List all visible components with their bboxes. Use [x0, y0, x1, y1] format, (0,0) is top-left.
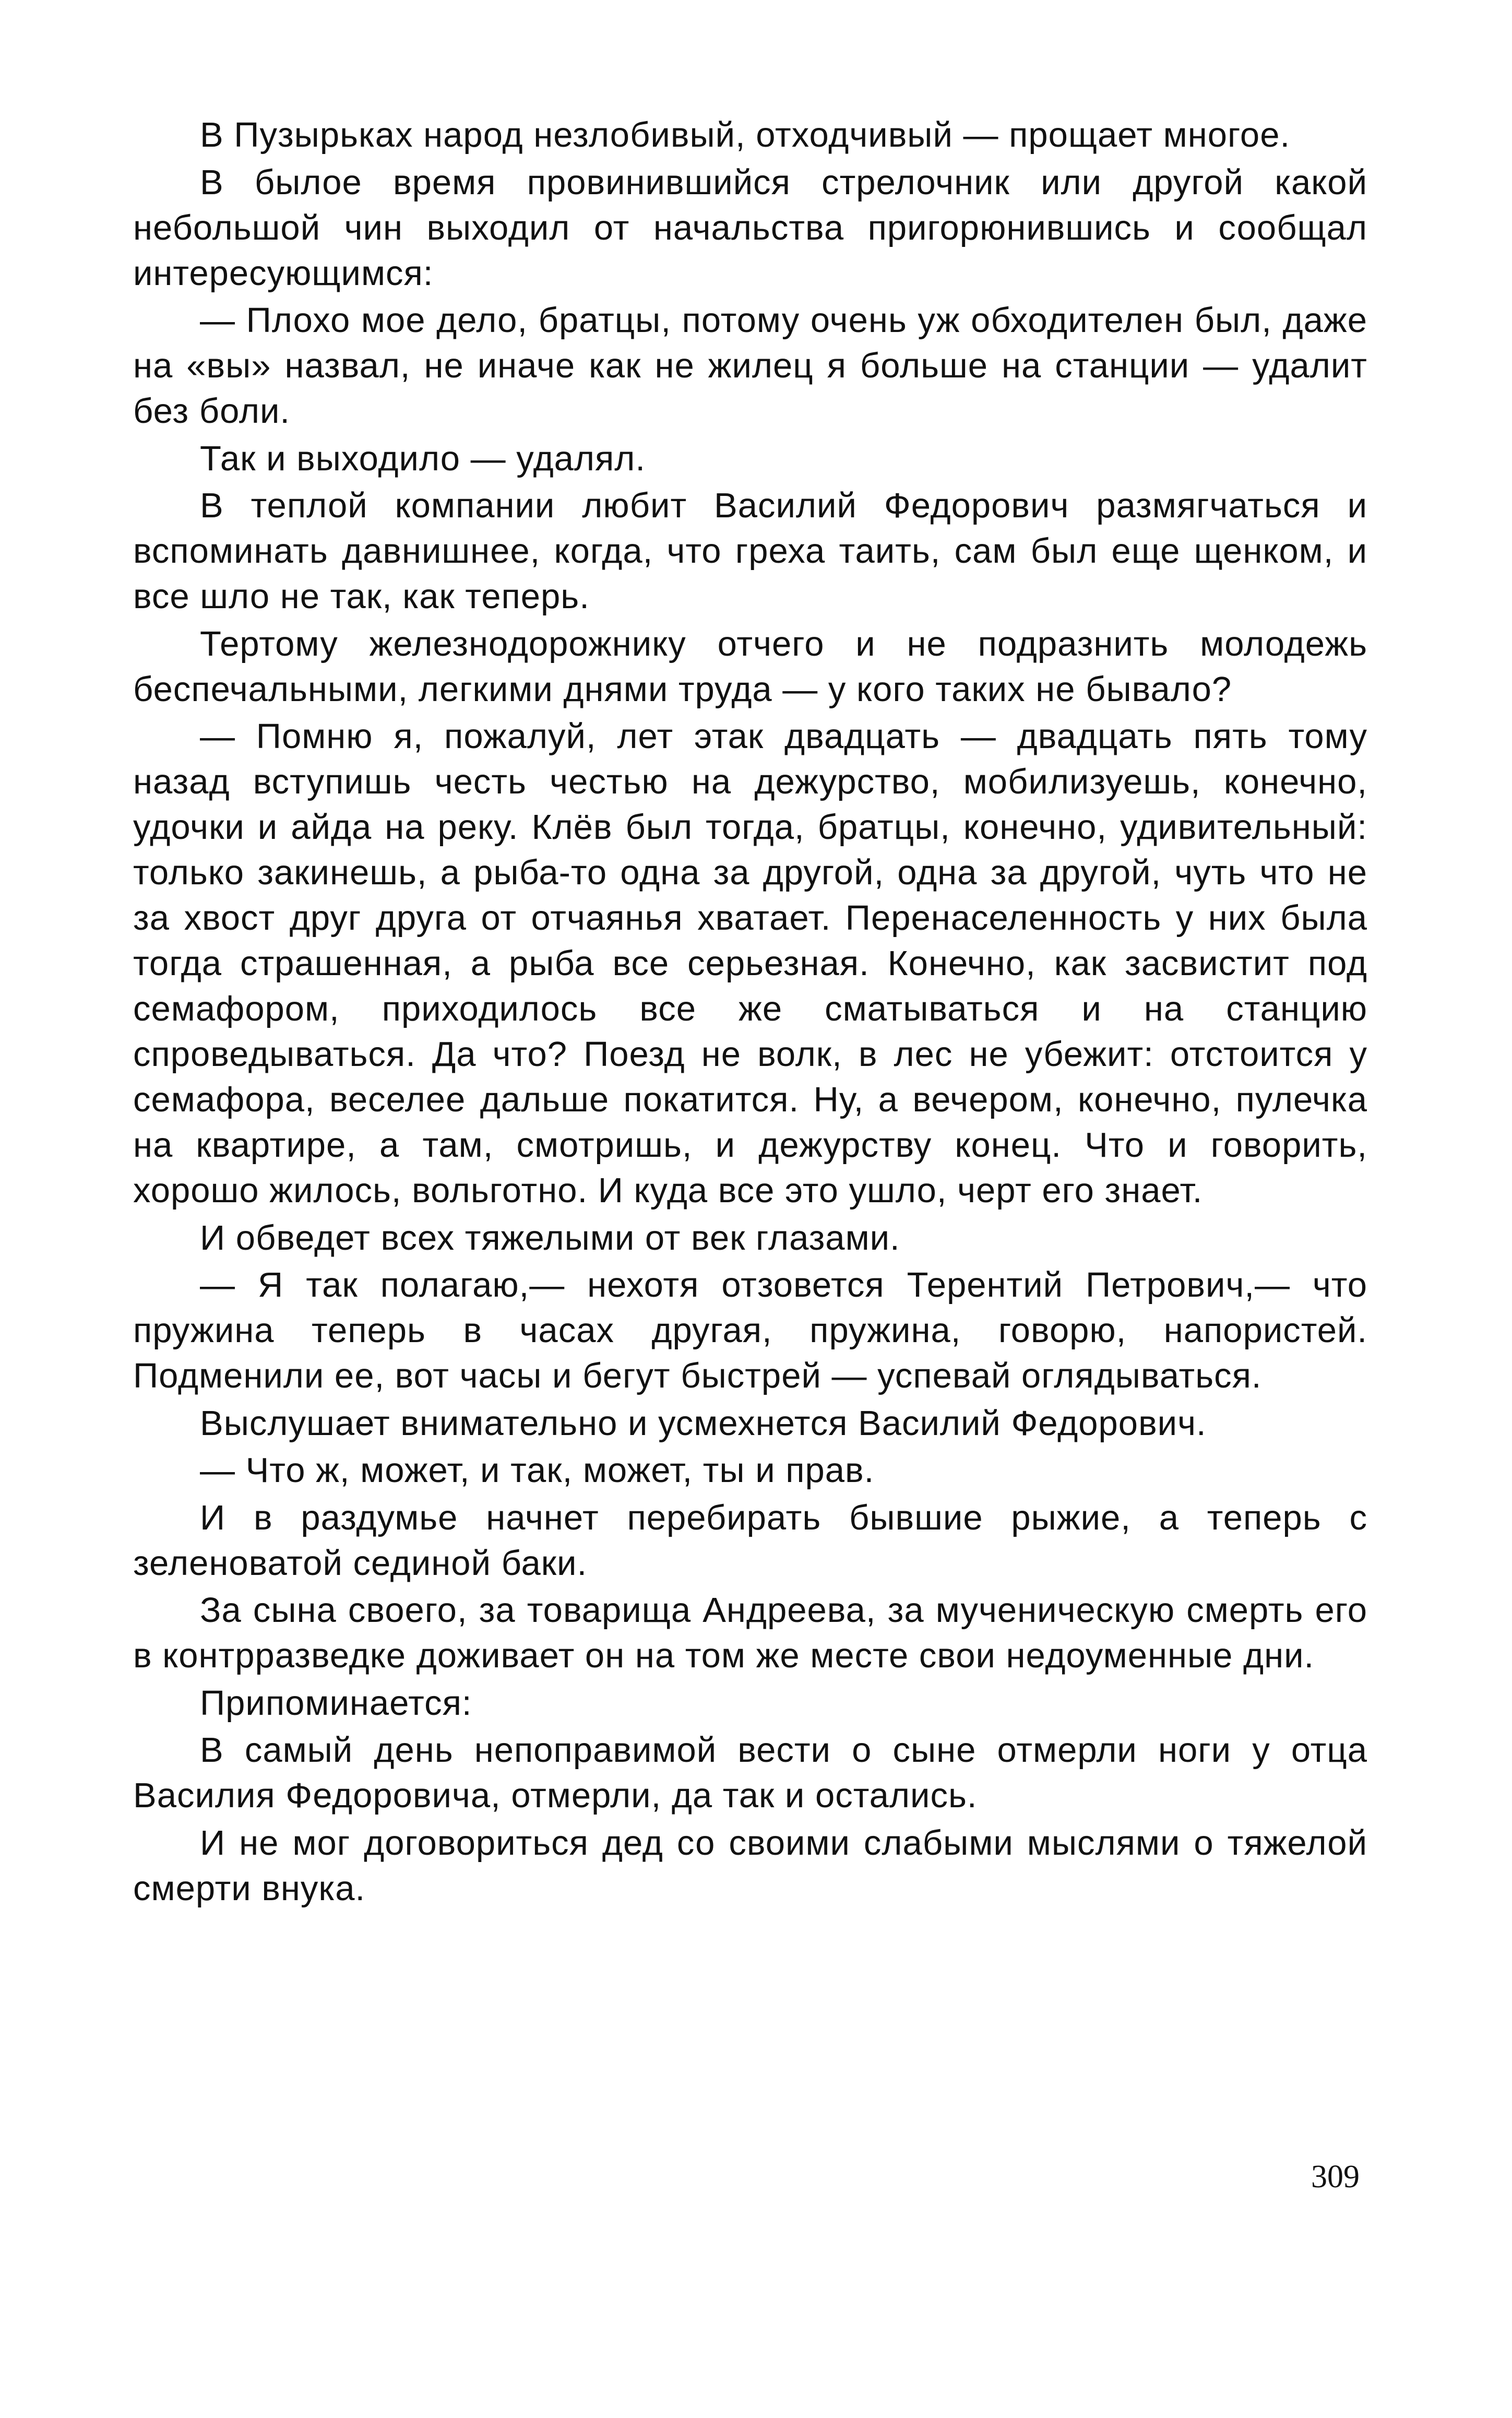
paragraph: — Помню я, пожалуй, лет этак двадцать — двадцать пять тому назад вступишь честь честью на дежурство, мобилизуешь, конечно, удочки и айда на реку. Клёв был тогда, братцы, конечно, удивительный: только закинешь, а рыба-то одна за другой, одна за другой, чуть что не за хвост друг друга от отчаянья хватает. Перенаселенность у них была тогда страшенная, а рыба все серьезная. Конечно, как засвистит под семафором, приходилось все же сматываться и на станцию спроведываться. Да что? Поезд не волк, в лес не убежит: отстоится у семафора, веселее дальше покатится. Ну, а вечером, конечно, пулечка на квартире, а там, смотришь, и дежурству конец. Что и говорить, хорошо жилось, вольготно. И куда все это ушло, черт его знает.: [133, 717, 1367, 1210]
paragraph: В Пузырьках народ незлобивый, отходчивый — прощает многое.: [200, 115, 1291, 155]
paragraph: Выслушает внимательно и усмехнется Василий Федорович.: [200, 1403, 1207, 1443]
paragraph: И обведет всех тяжелыми от век глазами.: [200, 1218, 900, 1258]
paragraph: Так и выходило — удалял.: [200, 438, 646, 478]
page-number: 309: [1311, 2159, 1360, 2195]
paragraph: И не мог договориться дед со своими слабыми мыслями о тяжелой смерти внука.: [133, 1823, 1367, 1908]
paragraph: — Я так полагаю,— нехотя отзовется Терентий Петрович,— что пружина теперь в часах другая, пружина, говорю, напористей. Подменили ее, вот часы и бегут быстрей — успевай оглядываться.: [133, 1265, 1367, 1395]
body-text: [133, 112, 1367, 1913]
paragraph: В былое время провинившийся стрелочник или другой какой небольшой чин выходил от начальства пригорюнившись и сообщал интересующимся:: [133, 162, 1367, 293]
paragraph: Тертому железнодорожнику отчего и не подразнить молодежь беспечальными, легкими днями труда — у кого таких не бывало?: [133, 624, 1367, 709]
paragraph: И в раздумье начнет перебирать бывшие рыжие, а теперь с зеленоватой сединой баки.: [133, 1498, 1367, 1583]
paragraph: В теплой компании любит Василий Федорович размягчаться и вспоминать давнишнее, когда, что греха таить, сам был еще щенком, и все шло не так, как теперь.: [133, 486, 1367, 616]
paragraph: — Плохо мое дело, братцы, потому очень уж обходителен был, даже на «вы» назвал, не иначе как не жилец я больше на станции — удалит без боли.: [133, 301, 1367, 431]
paragraph: — Что ж, может, и так, может, ты и прав.: [200, 1451, 875, 1490]
paragraph: В самый день непоправимой вести о сыне отмерли ноги у отца Василия Федоровича, отмерли, да так и остались.: [133, 1730, 1367, 1815]
paragraph: Припоминается:: [200, 1683, 472, 1723]
paragraph: За сына своего, за товарища Андреева, за мученическую смерть его в контрразведке доживает он на том же месте свои недоуменные дни.: [133, 1591, 1367, 1675]
